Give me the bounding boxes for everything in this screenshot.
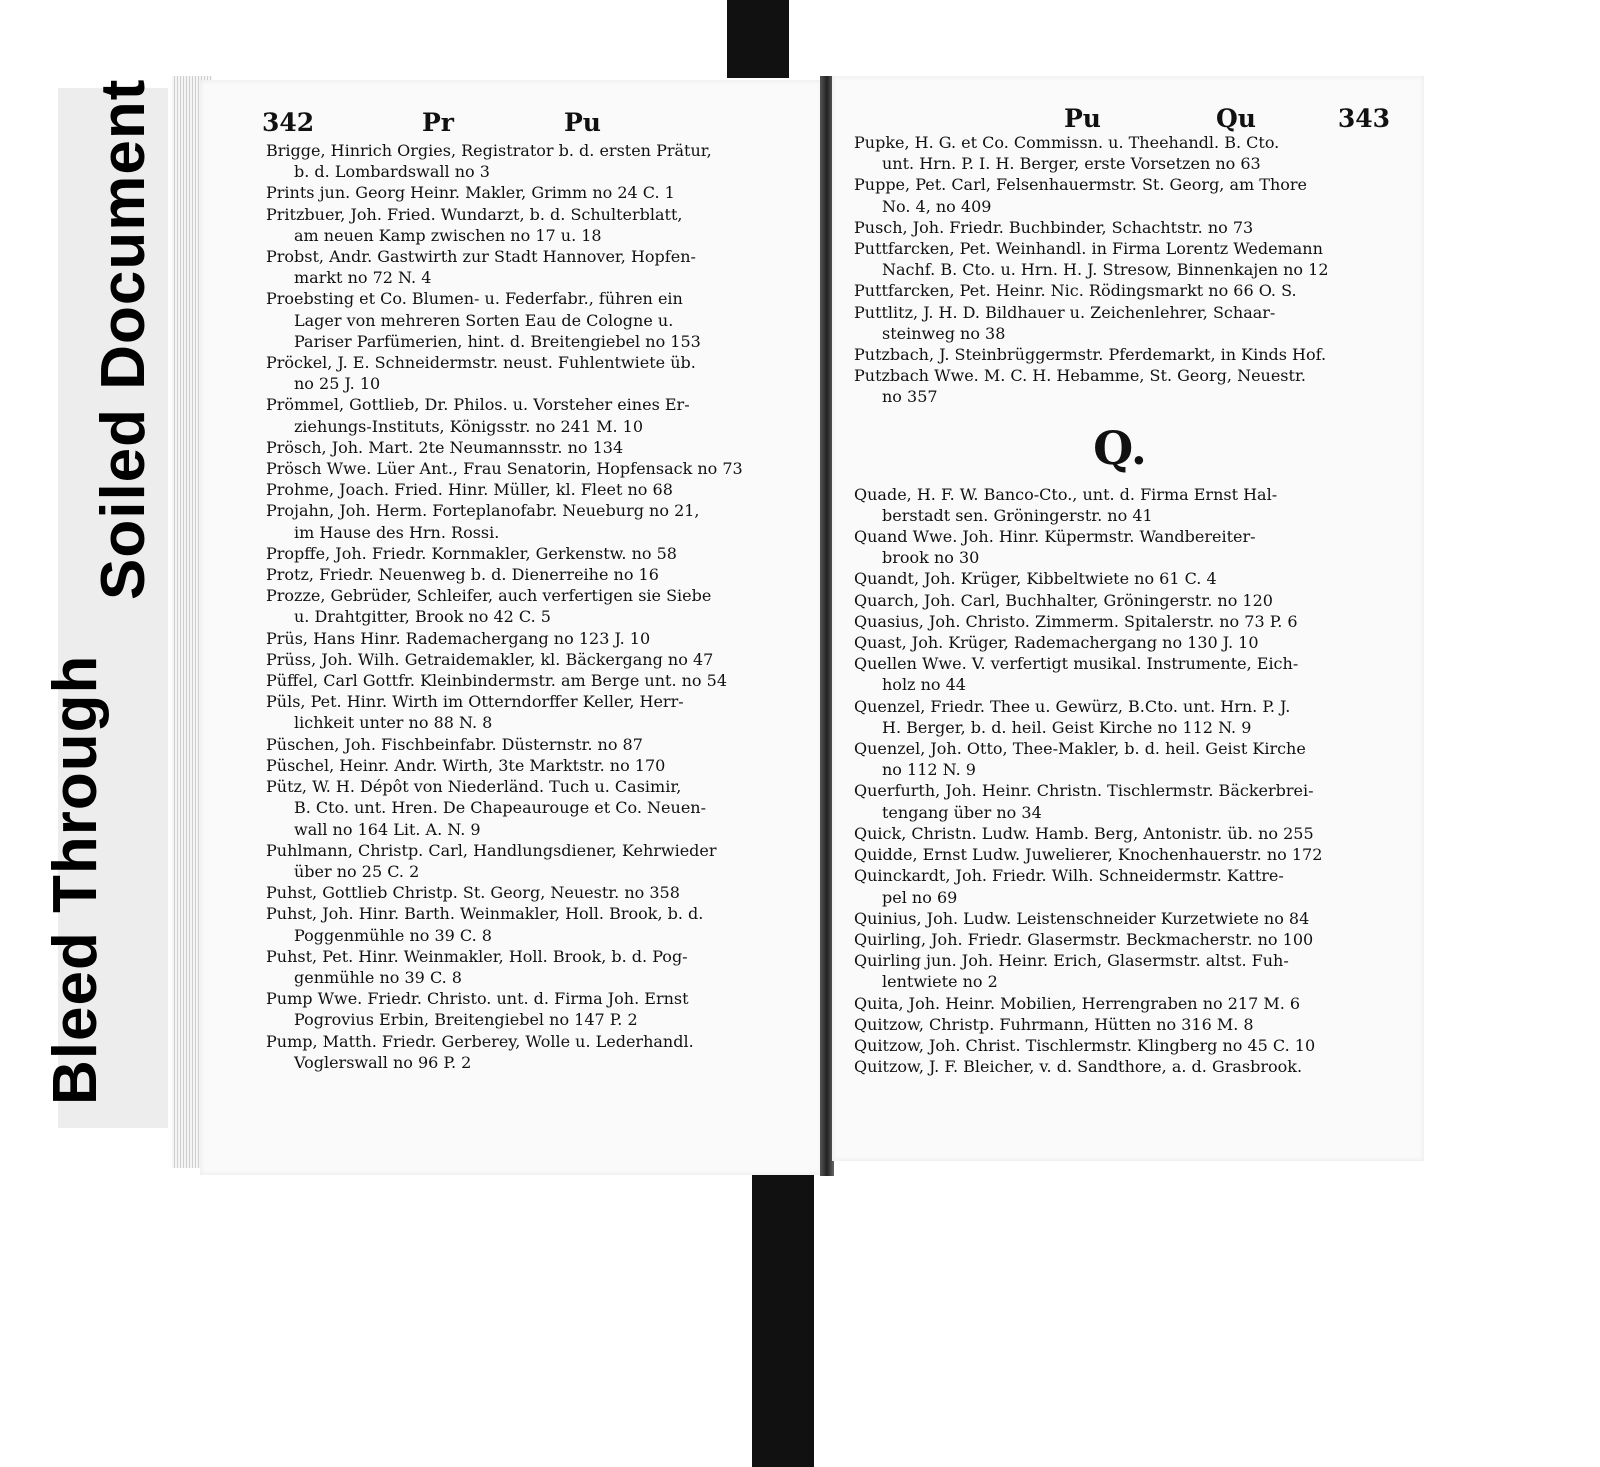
directory-entry <box>854 365 1386 407</box>
entry-line: Quitzow, Christp. Fuhrmann, Hütten no 316 M. 8 <box>854 1014 1254 1034</box>
entry-continuation-line: pel no 69 <box>882 887 958 907</box>
directory-entry <box>854 844 1386 865</box>
entry-continuation-line: genmühle no 39 C. 8 <box>294 967 462 987</box>
entry-continuation-line: berstadt sen. Gröningerstr. no 41 <box>882 505 1153 525</box>
entry-line: Puttlitz, J. H. D. Bildhauer u. Zeichenlehrer, Schaar- <box>854 302 1276 322</box>
entry-continuation-line: unt. Hrn. P. I. H. Berger, erste Vorsetzen no 63 <box>882 154 1261 174</box>
entry-line: Puhst, Joh. Hinr. Barth. Weinmakler, Holl. Brook, b. d. <box>266 904 704 924</box>
directory-entry <box>266 479 792 500</box>
entry-line: Quenzel, Joh. Otto, Thee-Makler, b. d. heil. Geist Kirche <box>854 739 1306 759</box>
entry-line: Brigge, Hinrich Orgies, Registrator b. d. ersten Prätur, <box>266 141 712 160</box>
label-bleed-through: Bleed Through <box>41 654 110 1105</box>
entry-line: Prozze, Gebrüder, Schleifer, auch verfertigen sie Siebe <box>266 586 712 606</box>
entry-line: Quita, Joh. Heinr. Mobilien, Herrengraben no 217 M. 6 <box>854 993 1301 1013</box>
directory-entry <box>854 738 1386 780</box>
directory-entry <box>266 882 792 903</box>
directory-entry <box>266 755 792 776</box>
directory-entry <box>266 394 792 436</box>
entry-line: Puppe, Pet. Carl, Felsenhauermstr. St. Georg, am Thore <box>854 175 1307 195</box>
directory-entry <box>266 585 792 627</box>
entry-line: Quinius, Joh. Ludw. Leistenschneider Kurzetwiete no 84 <box>854 908 1310 928</box>
directory-entry <box>266 543 792 564</box>
directory-entry <box>854 302 1386 344</box>
entry-continuation-line: no 357 <box>882 387 938 407</box>
entry-line: Püschen, Joh. Fischbeinfabr. Düsternstr. no 87 <box>266 734 643 754</box>
section-letter: Q. <box>1093 420 1147 475</box>
right-entries <box>854 132 1386 1077</box>
entry-line: Pump Wwe. Friedr. Christo. unt. d. Firma Joh. Ernst <box>266 989 689 1009</box>
entry-line: Prösch Wwe. Lüer Ant., Frau Senatorin, Hopfensack no 73 <box>266 459 743 479</box>
left-entries <box>266 140 792 1073</box>
directory-entry <box>854 865 1386 907</box>
directory-entry <box>266 458 792 479</box>
entry-continuation-line: am neuen Kamp zwischen no 17 u. 18 <box>294 225 602 245</box>
directory-entry <box>266 140 792 182</box>
directory-entry <box>266 628 792 649</box>
entry-line: Querfurth, Joh. Heinr. Christn. Tischlermstr. Bäckerbrei- <box>854 781 1314 801</box>
label-soiled-document: Soiled Document <box>89 78 158 600</box>
left-page-header <box>262 108 788 142</box>
entry-continuation-line: über no 25 C. 2 <box>294 861 420 881</box>
directory-entry <box>266 288 792 352</box>
directory-entry <box>266 500 792 542</box>
directory-entry <box>266 670 792 691</box>
directory-entry <box>854 217 1386 238</box>
entry-continuation-line: Voglerswall no 96 P. 2 <box>294 1052 472 1072</box>
entry-continuation-line: im Hause des Hrn. Rossi. <box>294 522 500 542</box>
directory-entry <box>854 174 1386 216</box>
directory-entry <box>266 352 792 394</box>
directory-entry <box>854 632 1386 653</box>
directory-entry <box>854 1014 1386 1035</box>
directory-entry <box>854 929 1386 950</box>
directory-entry <box>266 564 792 585</box>
entry-continuation-line: holz no 44 <box>882 675 966 695</box>
entry-line: Prüss, Joh. Wilh. Getraidemakler, kl. Bäckergang no 47 <box>266 649 714 669</box>
entry-line: Pröckel, J. E. Schneidermstr. neust. Fuhlentwiete üb. <box>266 353 696 373</box>
right-page <box>832 76 1424 1161</box>
entry-line: Proebsting et Co. Blumen- u. Federfabr., führen ein <box>266 289 683 309</box>
entry-continuation-line: ziehungs-Instituts, Königsstr. no 241 M. 10 <box>294 416 644 436</box>
entry-line: Quellen Wwe. V. verfertigt musikal. Instrumente, Eich- <box>854 654 1299 674</box>
entry-continuation-line: B. Cto. unt. Hren. De Chapeaurouge et Co. Neuen- <box>294 798 706 818</box>
entry-line: Quenzel, Friedr. Thee u. Gewürz, B.Cto. unt. Hrn. P. J. <box>854 696 1291 716</box>
entry-line: Quitzow, J. F. Bleicher, v. d. Sandthore, a. d. Grasbrook. <box>854 1057 1303 1077</box>
entry-continuation-line: brook no 30 <box>882 548 980 568</box>
entry-line: Püffel, Carl Gottfr. Kleinbindermstr. am Berge unt. no 54 <box>266 671 728 691</box>
entry-line: Quirling, Joh. Friedr. Glasermstr. Beckmacherstr. no 100 <box>854 929 1314 949</box>
directory-entry <box>266 988 792 1030</box>
guide-word-left: Pr <box>422 108 454 137</box>
page-number: 342 <box>262 108 315 137</box>
directory-entry <box>266 903 792 945</box>
guide-word-left: Pu <box>1064 104 1101 133</box>
entry-line: Projahn, Joh. Herm. Forteplanofabr. Neueburg no 21, <box>266 501 700 521</box>
entry-line: Propffe, Joh. Friedr. Kornmakler, Gerkenstw. no 58 <box>266 543 677 563</box>
entry-line: Pupke, H. G. et Co. Commissn. u. Theehandl. B. Cto. <box>854 133 1280 152</box>
entry-line: Quirling jun. Joh. Heinr. Erich, Glasermstr. altst. Fuh- <box>854 951 1289 971</box>
entry-line: Probst, Andr. Gastwirth zur Stadt Hannover, Hopfen- <box>266 247 696 267</box>
guide-word-right: Qu <box>1216 104 1256 133</box>
entry-continuation-line: markt no 72 N. 4 <box>294 268 432 288</box>
entry-line: Quast, Joh. Krüger, Rademachergang no 130 J. 10 <box>854 633 1259 653</box>
entry-continuation-line: H. Berger, b. d. heil. Geist Kirche no 112 N. 9 <box>882 717 1252 737</box>
entry-line: Protz, Friedr. Neuenweg b. d. Dienerreihe no 16 <box>266 565 659 585</box>
entry-line: Pritzbuer, Joh. Fried. Wundarzt, b. d. Schulterblatt, <box>266 204 683 224</box>
entry-continuation-line: wall no 164 Lit. A. N. 9 <box>294 819 481 839</box>
directory-entry <box>854 238 1386 280</box>
entry-continuation-line: b. d. Lombardswall no 3 <box>294 162 490 182</box>
entry-line: Quade, H. F. W. Banco-Cto., unt. d. Firma Ernst Hal- <box>854 484 1278 504</box>
entry-line: Püls, Pet. Hinr. Wirth im Otterndorffer Keller, Herr- <box>266 692 684 712</box>
directory-entry <box>266 649 792 670</box>
entry-continuation-line: no 112 N. 9 <box>882 760 976 780</box>
entry-line: Prösch, Joh. Mart. 2te Neumannsstr. no 134 <box>266 437 624 457</box>
guide-word-right: Pu <box>564 108 601 137</box>
entry-line: Puttfarcken, Pet. Heinr. Nic. Rödingsmarkt no 66 O. S. <box>854 281 1297 301</box>
directory-entry <box>854 993 1386 1014</box>
entry-continuation-line: no 25 J. 10 <box>294 374 381 394</box>
entry-continuation-line: Lager von mehreren Sorten Eau de Cologne u. <box>294 310 674 330</box>
entry-line: Quidde, Ernst Ludw. Juwelierer, Knochenhauerstr. no 172 <box>854 845 1323 865</box>
directory-entry <box>266 1031 792 1073</box>
entry-line: Püschel, Heinr. Andr. Wirth, 3te Marktstr. no 170 <box>266 755 666 775</box>
directory-entry <box>854 611 1386 632</box>
directory-entry <box>266 776 792 840</box>
directory-entry <box>266 204 792 246</box>
entry-continuation-line: No. 4, no 409 <box>882 196 992 216</box>
entry-line: Prüs, Hans Hinr. Rademachergang no 123 J. 10 <box>266 628 651 648</box>
directory-entry <box>854 780 1386 822</box>
entry-continuation-line: steinweg no 38 <box>882 323 1006 343</box>
directory-entry <box>266 840 792 882</box>
entry-continuation-line: u. Drahtgitter, Brook no 42 C. 5 <box>294 607 551 627</box>
directory-entry <box>266 246 792 288</box>
directory-entry <box>266 946 792 988</box>
entry-line: Putzbach Wwe. M. C. H. Hebamme, St. Georg, Neuestr. <box>854 366 1306 386</box>
directory-entry <box>266 182 792 203</box>
directory-entry <box>854 590 1386 611</box>
directory-entry <box>854 132 1386 174</box>
entry-line: Prints jun. Georg Heinr. Makler, Grimm no 24 C. 1 <box>266 183 675 203</box>
entry-line: Putzbach, J. Steinbrüggermstr. Pferdemarkt, in Kinds Hof. <box>854 345 1327 365</box>
directory-entry <box>854 568 1386 589</box>
directory-entry <box>854 344 1386 365</box>
entry-line: Prohme, Joach. Fried. Hinr. Müller, kl. Fleet no 68 <box>266 480 673 500</box>
entry-continuation-line: Poggenmühle no 39 C. 8 <box>294 925 492 945</box>
directory-entry <box>854 823 1386 844</box>
entry-line: Quarch, Joh. Carl, Buchhalter, Gröningerstr. no 120 <box>854 590 1273 610</box>
entry-line: Quand Wwe. Joh. Hinr. Küpermstr. Wandbereiter- <box>854 527 1256 547</box>
entry-continuation-line: Pariser Parfümerien, hint. d. Breitengiebel no 153 <box>294 331 701 351</box>
directory-entry <box>854 696 1386 738</box>
entry-line: Quitzow, Joh. Christ. Tischlermstr. Klingberg no 45 C. 10 <box>854 1035 1316 1055</box>
entry-line: Puttfarcken, Pet. Weinhandl. in Firma Lorentz Wedemann <box>854 239 1323 259</box>
directory-entry <box>266 734 792 755</box>
entries-q <box>854 484 1386 1078</box>
directory-entry <box>266 691 792 733</box>
entry-line: Pump, Matth. Friedr. Gerberey, Wolle u. Lederhandl. <box>266 1031 694 1051</box>
entry-line: Quandt, Joh. Krüger, Kibbeltwiete no 61 C. 4 <box>854 569 1217 589</box>
entry-line: Prömmel, Gottlieb, Dr. Philos. u. Vorsteher eines Er- <box>266 395 690 415</box>
entry-continuation-line: lichkeit unter no 88 N. 8 <box>294 713 493 733</box>
directory-entry <box>854 950 1386 992</box>
left-page <box>200 80 822 1175</box>
directory-entry <box>854 280 1386 301</box>
entries-pu <box>854 132 1386 408</box>
directory-entry <box>854 908 1386 929</box>
entry-continuation-line: Pogrovius Erbin, Breitengiebel no 147 P. 2 <box>294 1010 638 1030</box>
entry-line: Quasius, Joh. Christo. Zimmerm. Spitalerstr. no 73 P. 6 <box>854 611 1298 631</box>
binding-strap-bottom <box>752 1150 814 1467</box>
entry-line: Pütz, W. H. Dépôt von Niederländ. Tuch u. Casimir, <box>266 777 682 797</box>
entry-continuation-line: lentwiete no 2 <box>882 972 998 992</box>
directory-entry <box>854 1035 1386 1056</box>
entry-continuation-line: tengang über no 34 <box>882 802 1042 822</box>
entry-line: Quinckardt, Joh. Friedr. Wilh. Schneidermstr. Kattre- <box>854 866 1284 886</box>
directory-entry <box>854 1056 1386 1077</box>
directory-entry <box>854 653 1386 695</box>
entry-line: Quick, Christn. Ludw. Hamb. Berg, Antonistr. üb. no 255 <box>854 823 1314 843</box>
page-number: 343 <box>1337 104 1390 133</box>
directory-entry <box>854 484 1386 526</box>
entry-line: Puhst, Gottlieb Christp. St. Georg, Neuestr. no 358 <box>266 883 680 903</box>
binding-strap-top <box>727 0 789 78</box>
directory-entry <box>266 437 792 458</box>
entry-line: Pusch, Joh. Friedr. Buchbinder, Schachtstr. no 73 <box>854 217 1254 237</box>
entry-line: Puhst, Pet. Hinr. Weinmakler, Holl. Brook, b. d. Pog- <box>266 946 688 966</box>
entry-line: Puhlmann, Christp. Carl, Handlungsdiener, Kehrwieder <box>266 840 717 860</box>
directory-entry <box>854 526 1386 568</box>
entry-continuation-line: Nachf. B. Cto. u. Hrn. H. J. Stresow, Binnenkajen no 12 <box>882 260 1329 280</box>
